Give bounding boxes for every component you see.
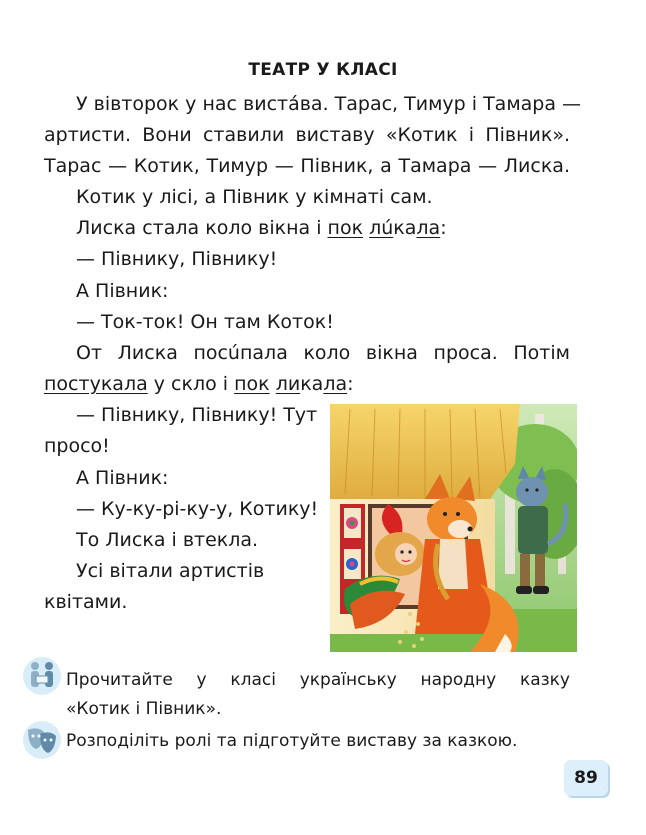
story-line: Тарас — Котик, Тимур — Півник, а Тамара — Лиска. xyxy=(44,155,570,177)
story-line: То Лиска і втекла. xyxy=(76,529,259,551)
story-illustration xyxy=(330,404,577,652)
reading-pair-icon xyxy=(22,656,62,696)
story-line: У вівторок у нас вистáва. Тарас, Тимур і Тамара — xyxy=(76,93,582,115)
story-line: — Ку-ку-рі-ку-у, Котику! xyxy=(76,498,319,520)
story-line: — Півнику, Півнику! xyxy=(76,248,278,270)
task-read-instruction-cont: «Котик і Півник». xyxy=(66,699,222,719)
story-line: А Півник: xyxy=(76,280,169,302)
story-line: — Ток-ток! Он там Коток! xyxy=(76,311,334,333)
story-line: От Лиска посúпала коло вікна проса. Потім xyxy=(76,342,570,364)
story-line: — Півнику, Півнику! Тут xyxy=(76,404,318,426)
story-line: квітами. xyxy=(44,591,128,613)
task-roles-instruction: Розподіліть ролі та підготуйте виставу за казкою. xyxy=(66,731,518,751)
theatre-masks-icon xyxy=(22,720,62,760)
story-line: Лиска стала коло вікна і пок лúкала: xyxy=(76,217,447,239)
story-line: просо! xyxy=(44,435,110,457)
story-line: Котик у лісі, а Півник у кімнаті сам. xyxy=(76,186,433,208)
story-line: Усі вітали артистів xyxy=(76,560,265,582)
page-title: ТЕАТР У КЛАСІ xyxy=(248,60,398,80)
story-line: постукала у скло і пок ликала: xyxy=(44,373,354,395)
story-line: артисти. Вони ставили виставу «Котик і Півник». xyxy=(44,124,570,146)
task-read-instruction: Прочитайте у класі українську народну казку xyxy=(66,670,570,690)
story-line: А Півник: xyxy=(76,467,169,489)
page-number: 89 xyxy=(564,760,608,796)
hut-scene-image xyxy=(330,404,577,652)
